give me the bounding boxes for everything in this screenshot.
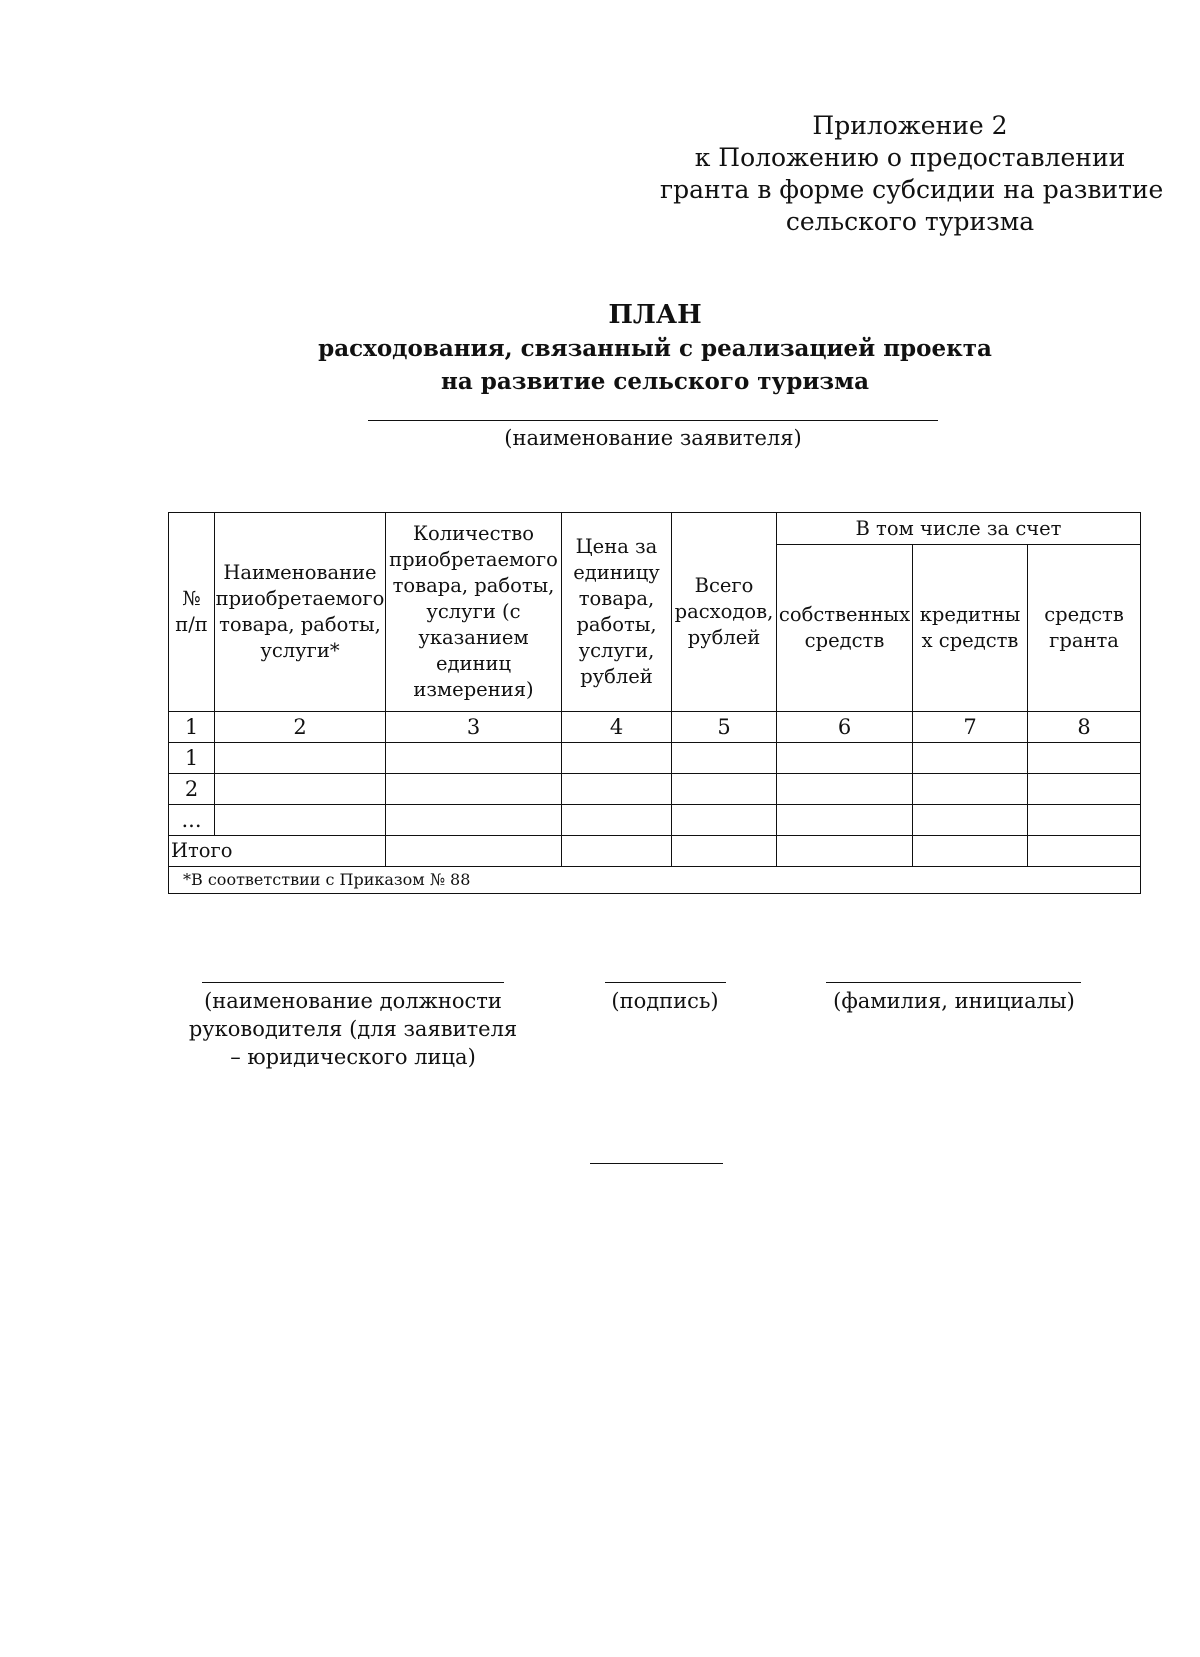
appendix-line-1: Приложение 2	[812, 111, 1008, 140]
signature-caption: (подпись)	[611, 989, 719, 1013]
column-number: 6	[777, 712, 913, 743]
header-quantity: Количество приобретаемого товара, работы, услуги (с указанием единиц измерения)	[386, 513, 562, 712]
header-funding-group: В том числе за счет	[777, 513, 1141, 545]
plan-title-main: ПЛАН	[608, 300, 702, 330]
table-cell[interactable]	[777, 805, 913, 836]
full-name-signature-line[interactable]	[826, 982, 1081, 983]
position-caption: (наименование должности руководителя (для заявителя – юридического лица)	[188, 989, 518, 1069]
table-cell[interactable]	[215, 743, 386, 774]
table-cell[interactable]	[913, 743, 1028, 774]
table-cell[interactable]	[777, 774, 913, 805]
table-cell[interactable]	[386, 774, 562, 805]
plan-title-sub-1: расходования, связанный с реализацией проекта	[318, 335, 992, 362]
header-number-symbol: №	[182, 587, 201, 610]
header-total-expenses: Всего расходов, рублей	[672, 513, 777, 712]
applicant-name-line[interactable]	[368, 420, 938, 421]
applicant-caption: (наименование заявителя)	[504, 426, 802, 450]
table-cell[interactable]	[215, 805, 386, 836]
total-label: Итого	[169, 836, 386, 867]
position-signature-line[interactable]	[202, 982, 504, 983]
header-unit-price: Цена за единицу товара, работы, услуги, рублей	[562, 513, 672, 712]
column-number: 7	[913, 712, 1028, 743]
appendix-line-3: гранта в форме субсидии на развитие	[660, 175, 1164, 204]
table-cell[interactable]	[777, 743, 913, 774]
end-separator-line	[590, 1163, 723, 1164]
total-cell[interactable]	[672, 836, 777, 867]
header-item-name: Наименование приобретаемого товара, работы, услуги*	[215, 513, 386, 712]
appendix-line-4: сельского туризма	[785, 207, 1035, 236]
table-cell[interactable]	[672, 805, 777, 836]
table-cell[interactable]	[672, 743, 777, 774]
total-cell[interactable]	[913, 836, 1028, 867]
table-cell[interactable]	[386, 743, 562, 774]
plan-title-sub-2: на развитие сельского туризма	[441, 368, 869, 395]
total-row	[169, 836, 1141, 867]
row-number: ...	[169, 805, 215, 836]
header-own-funds: собственных средств	[777, 545, 913, 712]
total-cell[interactable]	[777, 836, 913, 867]
table-row	[169, 805, 1141, 836]
table-cell[interactable]	[1028, 805, 1141, 836]
header-number-pp: п/п	[175, 613, 208, 636]
total-cell[interactable]	[386, 836, 562, 867]
full-name-caption: (фамилия, инициалы)	[833, 989, 1075, 1013]
table-cell[interactable]	[562, 805, 672, 836]
appendix-reference	[660, 110, 1164, 238]
plan-title	[260, 298, 1050, 398]
table-cell[interactable]	[913, 774, 1028, 805]
row-number: 2	[169, 774, 215, 805]
table-cell[interactable]	[386, 805, 562, 836]
column-number: 1	[169, 712, 215, 743]
table-row	[169, 774, 1141, 805]
column-number-row	[169, 712, 1141, 743]
column-number: 4	[562, 712, 672, 743]
row-number: 1	[169, 743, 215, 774]
total-cell[interactable]	[562, 836, 672, 867]
header-number	[169, 513, 215, 712]
column-number: 3	[386, 712, 562, 743]
table-cell[interactable]	[1028, 743, 1141, 774]
total-cell[interactable]	[1028, 836, 1141, 867]
header-credit-funds: кредитны х средств	[913, 545, 1028, 712]
table-cell[interactable]	[562, 743, 672, 774]
expense-plan-table	[168, 512, 1141, 894]
column-number: 8	[1028, 712, 1141, 743]
column-number: 2	[215, 712, 386, 743]
table-cell[interactable]	[562, 774, 672, 805]
table-cell[interactable]	[1028, 774, 1141, 805]
table-cell[interactable]	[913, 805, 1028, 836]
header-grant-funds: средств гранта	[1028, 545, 1141, 712]
appendix-line-2: к Положению о предоставлении	[694, 143, 1126, 172]
signature-line[interactable]	[605, 982, 726, 983]
footnote-row	[169, 867, 1141, 894]
table-cell[interactable]	[215, 774, 386, 805]
table-row	[169, 743, 1141, 774]
table-cell[interactable]	[672, 774, 777, 805]
column-number: 5	[672, 712, 777, 743]
footnote: *В соответствии с Приказом № 88	[169, 867, 1141, 894]
